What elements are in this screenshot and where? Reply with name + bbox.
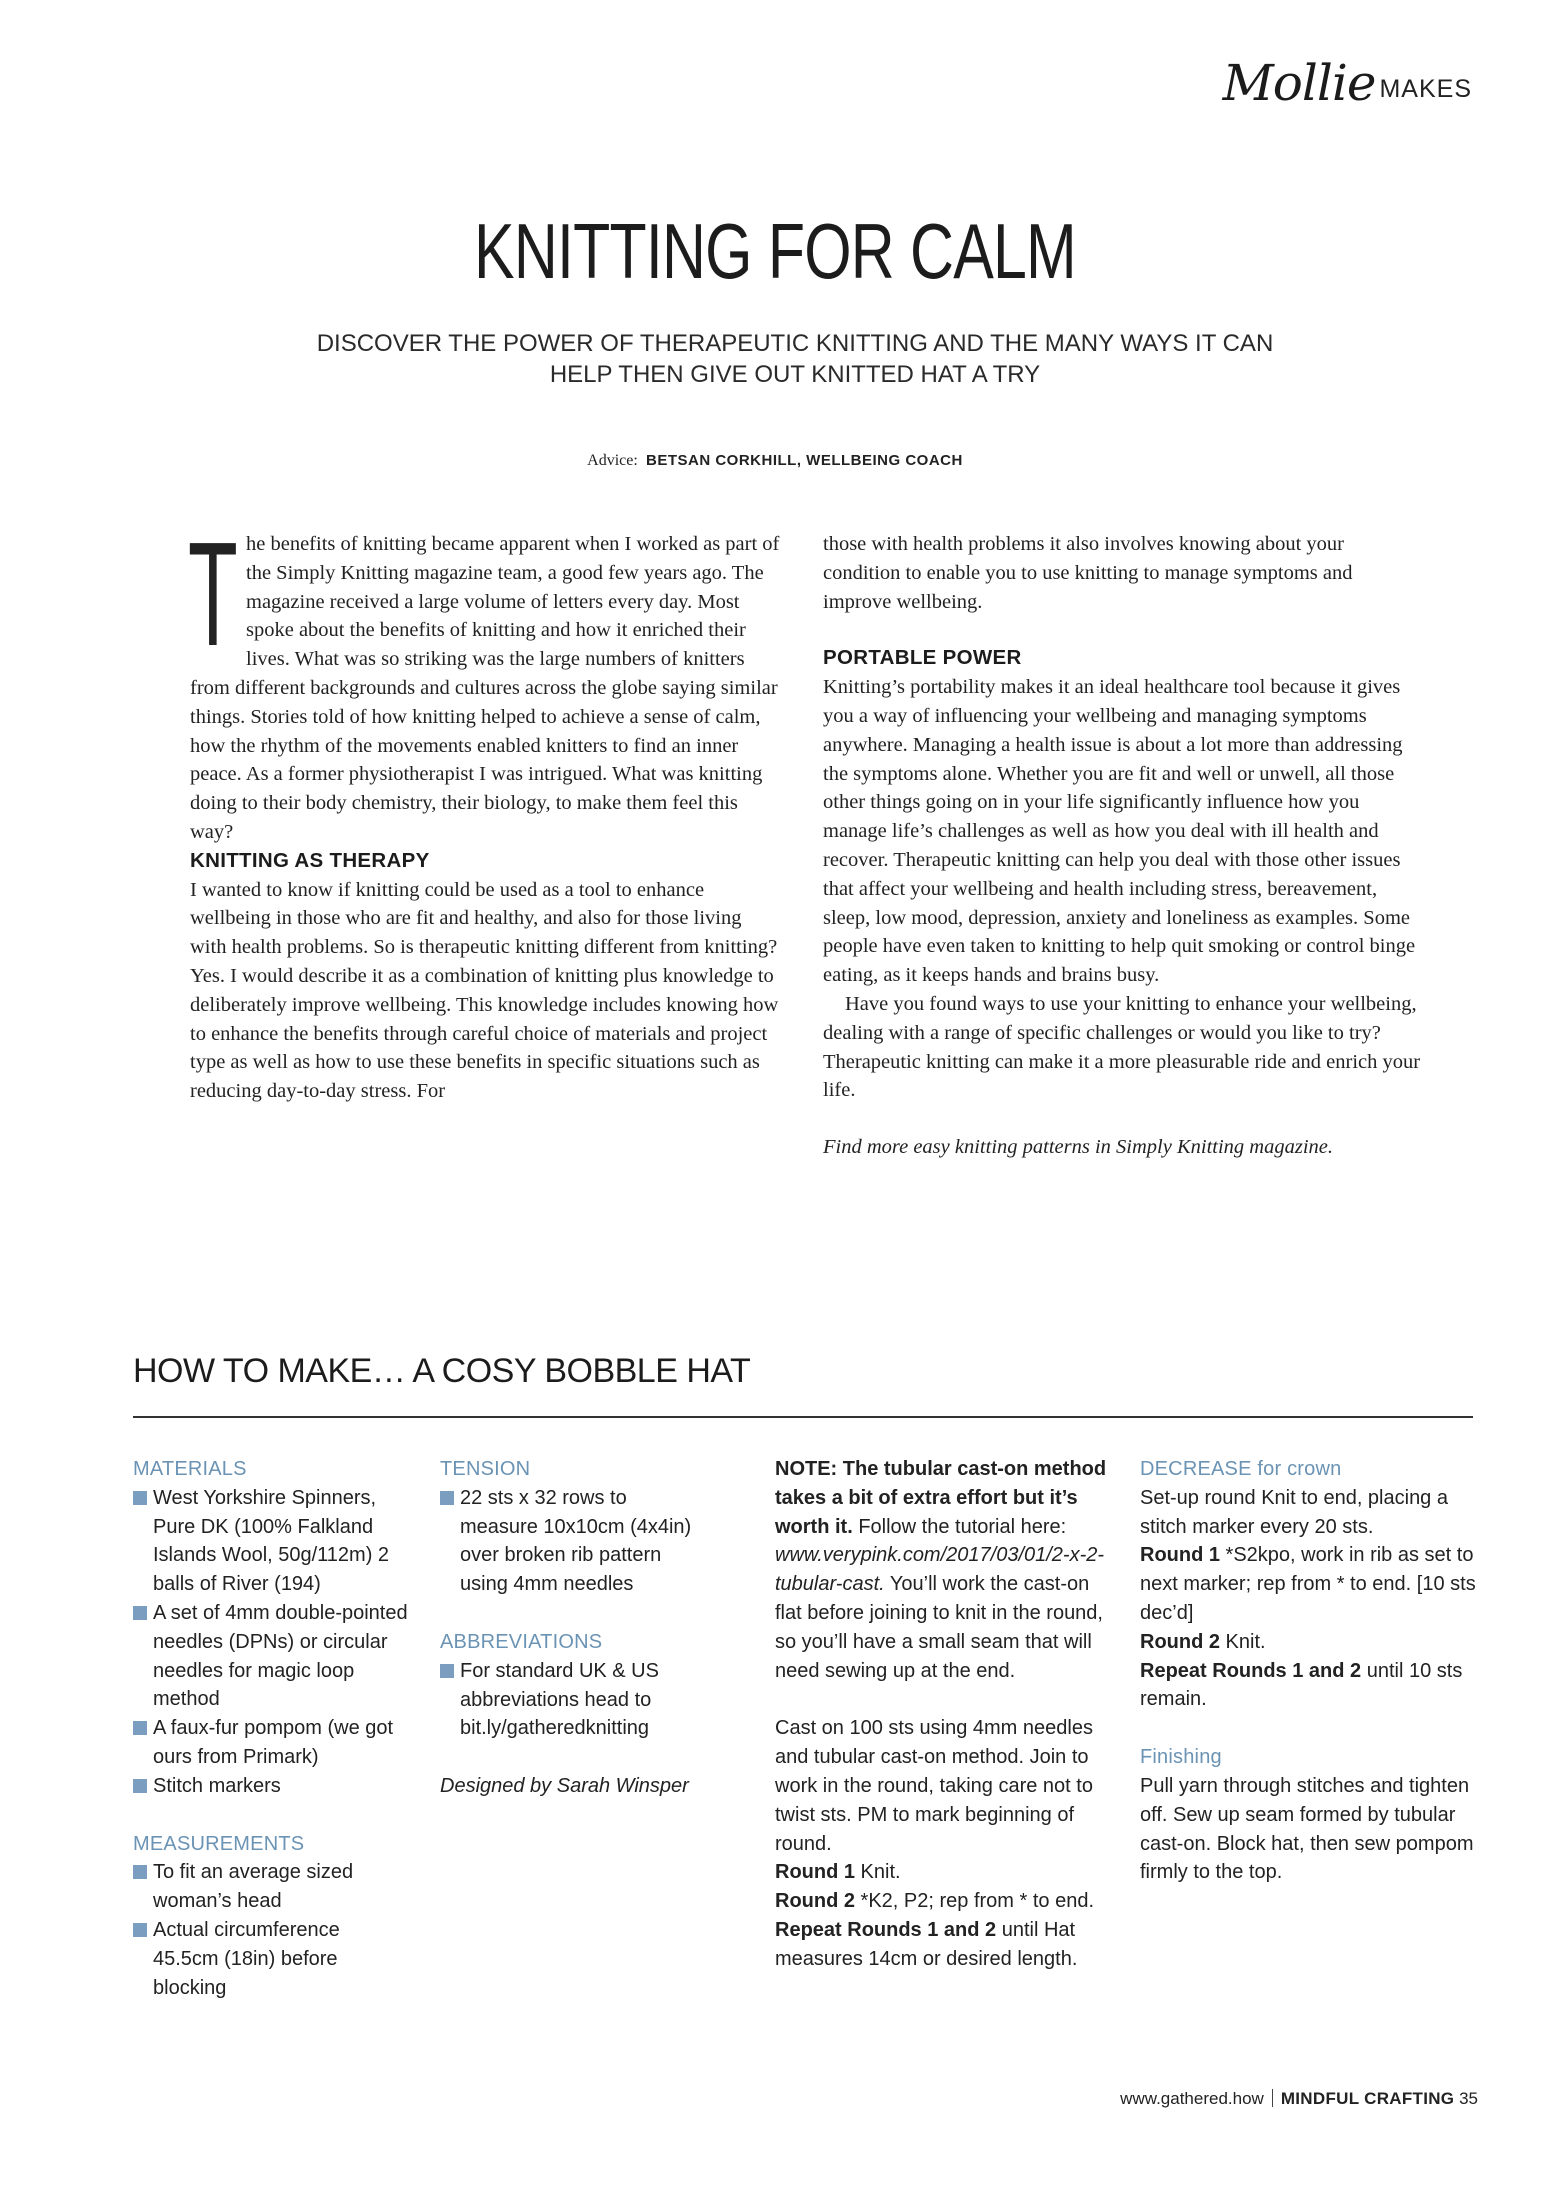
list-item: West Yorkshire Spinners, Pure DK (100% Falkland Islands Wool, 50g/112m) 2 balls of River (194) [133, 1484, 408, 1599]
intro-text: he benefits of knitting became apparent when I worked as part of the Simply Knitting magazine team, a good few years ago. The magazine received a large volume of letters every day. Most spoke about the benefits of knitting and how it enriched their lives. What was so striking was the large numbers of knitters from different backgrounds and cultures across the globe saying similar things. Stories told of how knitting helped to achieve a sense of calm, how the rhythm of the movements enabled knitters to find an inner peace. As a former physiotherapist I was intrigued. What was knitting doing to their body chemistry, their biology, to make them feel this way? [190, 533, 780, 843]
pattern-column-instructions [775, 1455, 1120, 1974]
brand-logo [1222, 54, 1472, 112]
tubular-note: NOTE: The tubular cast-on method takes a bit of extra effort but it’s worth it. Follow the tutorial here: www.verypink.com/2017/03/01/2-x-2-tubular-cast. You’ll work the cast-on flat before joining to knit in the round, so you’ll have a small seam that will need sewing up at the end. [775, 1458, 1107, 1682]
footer-divider [1272, 2089, 1273, 2107]
square-bullet-icon [440, 1664, 454, 1678]
page-footer [1120, 2089, 1478, 2109]
author-credit [0, 452, 1550, 470]
list-item: A set of 4mm double-pointed needles (DPNs) or circular needles for magic loop method [133, 1599, 408, 1714]
list-item: To fit an average sized woman’s head [133, 1858, 408, 1916]
howto-heading: HOW TO MAKE… A COSY BOBBLE HAT [133, 1352, 751, 1390]
tutorial-link[interactable]: www.verypink.com/2017/03/01/2-x-2-tubular-cast. [775, 1544, 1105, 1596]
list-item: 22 sts x 32 rows to measure 10x10cm (4x4in) over broken rib pattern using 4mm needles [440, 1484, 705, 1599]
list-item: A faux-fur pompom (we got ours from Primark) [133, 1714, 408, 1772]
footer-section: MINDFUL CRAFTING [1280, 2089, 1455, 2108]
finishing-heading: Finishing [1140, 1746, 1222, 1769]
list-item: For standard UK & US abbreviations head to bit.ly/gatheredknitting [440, 1657, 705, 1743]
square-bullet-icon [133, 1491, 147, 1505]
brand-word: MAKES [1379, 75, 1472, 103]
pattern-column-crown [1140, 1455, 1480, 1887]
decrease-setup: Set-up round Knit to end, placing a stitch marker every 20 sts. [1140, 1486, 1448, 1538]
round-2: Round 2 *K2, P2; rep from * to end. [775, 1890, 1095, 1913]
tension-list [440, 1484, 705, 1599]
closing-note: Find more easy knitting patterns in Simply Knitting magazine. [823, 1136, 1333, 1159]
cast-on-instructions: Cast on 100 sts using 4mm needles and tubular cast-on method. Join to work in the round, taking care not to twist sts. PM to mark beginning of round. [775, 1717, 1093, 1855]
page-title: KNITTING FOR CALM [474, 207, 1076, 295]
section-divider [133, 1416, 1473, 1418]
measurements-list [133, 1858, 408, 2002]
article-column-left [188, 512, 782, 1106]
materials-list [133, 1484, 408, 1801]
decrease-round-2: Round 2 Knit. [1140, 1630, 1266, 1653]
designer-credit: Designed by Sarah Winsper [440, 1775, 689, 1798]
pattern-column-tension [440, 1455, 705, 1801]
square-bullet-icon [133, 1779, 147, 1793]
square-bullet-icon [133, 1721, 147, 1735]
credit-label: Advice: [587, 452, 638, 469]
repeat-rounds: Repeat Rounds 1 and 2 until Hat measures 14cm or desired length. [775, 1918, 1078, 1970]
page-number: 35 [1459, 2089, 1478, 2108]
finishing-instructions: Pull yarn through stitches and tighten off. Sew up seam formed by tubular cast-on. Block hat, then sew pompom firmly to the top. [1140, 1774, 1474, 1884]
measurements-heading: MEASUREMENTS [133, 1832, 305, 1855]
therapy-paragraph: I wanted to know if knitting could be used as a tool to enhance wellbeing in those who are fit and healthy, and also for those living with health problems. So is therapeutic knitting different from knitting? Yes. I would describe it as a combination of knitting plus knowledge to deliberately improve wellbeing. This knowledge includes knowing how to enhance the benefits through careful choice of materials and project type as well as how to use these benefits in specific situations such as reducing day-to-day stress. For [190, 878, 779, 1103]
page-subtitle: DISCOVER THE POWER OF THERAPEUTIC KNITTING AND THE MANY WAYS IT CAN HELP THEN GIVE OUT KNITTED HAT A TRY [316, 330, 1274, 388]
decrease-round-1: Round 1 *S2kpo, work in rib as set to next marker; rep from * to end. [10 sts dec’d] [1140, 1544, 1476, 1624]
decrease-repeat: Repeat Rounds 1 and 2 until 10 sts remain. [1140, 1659, 1463, 1711]
square-bullet-icon [133, 1923, 147, 1937]
credit-name: BETSAN CORKHILL, WELLBEING COACH [646, 452, 963, 469]
section-heading-therapy: KNITTING AS THERAPY [190, 848, 430, 872]
square-bullet-icon [133, 1606, 147, 1620]
continuation-paragraph: those with health problems it also involves knowing about your condition to enable you to use knitting to manage symptoms and improve wellbeing. [823, 533, 1353, 613]
portable-paragraph: Knitting’s portability makes it an ideal healthcare tool because it gives you a way of influencing your wellbeing and managing symptoms anywhere. Managing a health issue is about a lot more than addressing the symptoms alone. Whether you are fit and well or unwell, all those other things going on in your life significantly influence how you manage life’s challenges as well as how you deal with ill health and recover. Therapeutic knitting can help you deal with those other issues that affect your wellbeing and health including stress, bereavement, sleep, low mood, depression, anxiety and loneliness as examples. Some people have even taken to knitting to help quit smoking or control binge eating, as it keeps hands and brains busy. [823, 676, 1416, 987]
drop-cap: T [188, 512, 238, 677]
portable-paragraph-2: Have you found ways to use your knitting to enhance your wellbeing, dealing with a range of specific challenges or would you like to try? Therapeutic knitting can make it a more pleasurable ride and enrich your life. [823, 992, 1421, 1102]
brand-script: Mollie [1222, 54, 1376, 112]
pattern-column-materials [133, 1455, 408, 2002]
square-bullet-icon [440, 1491, 454, 1505]
abbreviations-list [440, 1657, 705, 1743]
round-1: Round 1 Knit. [775, 1861, 901, 1884]
decrease-heading: DECREASE for crown [1140, 1458, 1342, 1480]
square-bullet-icon [133, 1865, 147, 1879]
article-column-right [823, 530, 1423, 1162]
section-heading-portable: PORTABLE POWER [823, 646, 1022, 670]
tension-heading: TENSION [440, 1458, 531, 1480]
abbreviations-heading: ABBREVIATIONS [440, 1630, 603, 1653]
list-item: Stitch markers [133, 1772, 408, 1801]
intro-paragraph [188, 512, 782, 847]
footer-url[interactable]: www.gathered.how [1120, 2089, 1264, 2108]
list-item: Actual circumference 45.5cm (18in) before blocking [133, 1916, 408, 2002]
materials-heading: MATERIALS [133, 1458, 247, 1480]
